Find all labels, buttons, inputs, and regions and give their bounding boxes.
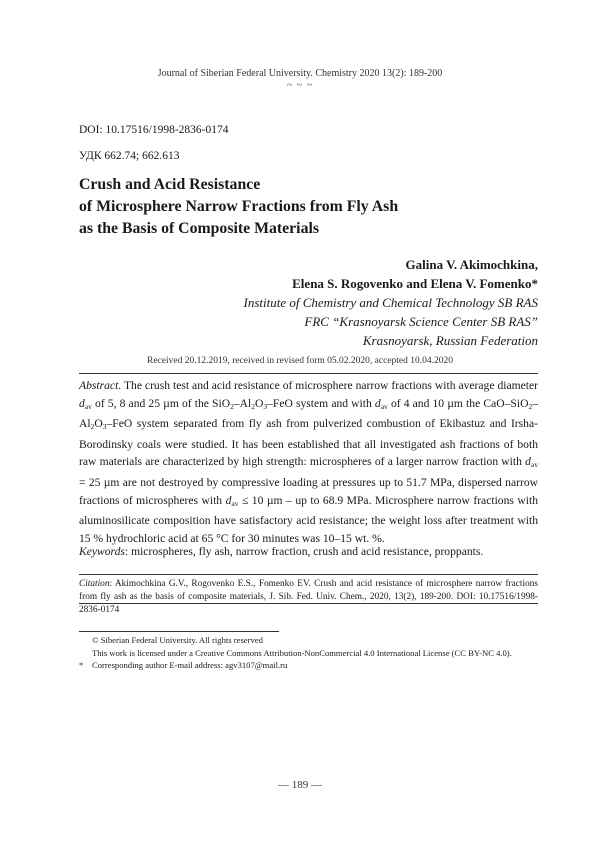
title-line: Crush and Acid Resistance — [79, 176, 261, 193]
citation-label: Citation — [79, 579, 110, 589]
paper-title — [79, 174, 519, 240]
received-dates: Received 20.12.2019, received in revised form 05.02.2020, accepted 10.04.2020 — [146, 356, 454, 366]
citation-top-rule — [79, 574, 538, 575]
citation: Citation: Akimochkina G.V., Rogovenko E.S., Fomenko EV. Crush and acid resistance of microsphere narrow fractions from fly ash as the basis of composite materials, J. Sib. Fed. Univ. Chem., 2020, 13(2), 189-200. DOI: 10.17516/1998-2836-0174 — [79, 579, 538, 615]
page-number: — 189 — — [278, 779, 322, 791]
doi-line: DOI: 10.17516/1998-2836-0174 — [79, 124, 229, 136]
affiliation: Institute of Chemistry and Chemical Technology SB RAS — [243, 295, 538, 310]
affiliation: FRC “Krasnoyarsk Science Center SB RAS” — [304, 314, 538, 329]
title-line: as the Basis of Composite Materials — [79, 220, 320, 237]
header-ornament: ~ ~ ~ — [286, 80, 314, 91]
abstract-top-rule — [79, 373, 538, 374]
title-line: of Microsphere Narrow Fractions from Fly Ash — [79, 198, 399, 215]
abstract: Abstract. The crush test and acid resistance of microsphere narrow fractions with average diameter $d_{av}$ of 5, 8 and 25 µm of the $SiO_2-Al_2O_3$–FeO system and with $d_{av}$ of 4 and 10 µm the CaO–$SiO_2-Al_2O_3$–FeO system separated from fly ash from pulverized combustion of Ekibastuz and Irsha-Borodinsky coals were studied. It has been established that all investigated ash fractions of both raw materials are characterized by high strength: microspheres of a larger narrow fraction with $d_{av} = 25$ µm are not destroyed by compressive loading at pressures up to 51.7 MPa, dispersed narrow fractions of microspheres with $d_{av} \le 10$ µm – up to 68.9 MPa. Microsphere narrow fractions with aluminosilicate composition have satisfactory acid resistance; the weight loss after treatment with 15 % hydrochloric acid at 65 °C for 30 minutes was 10–15 wt. %. — [79, 379, 538, 545]
footnotes — [79, 634, 549, 672]
author-names: Elena S. Rogovenko and Elena V. Fomenko* — [292, 276, 538, 291]
udk-line: УДК 662.74; 662.613 — [79, 150, 180, 162]
keywords: Keywords: microspheres, fly ash, narrow fraction, crush and acid resistance, proppants. — [79, 545, 484, 558]
citation-bottom-rule — [79, 603, 538, 604]
affiliation: Krasnoyarsk, Russian Federation — [362, 333, 538, 348]
author-names: Galina V. Akimochkina, — [405, 257, 538, 272]
copyright-note: © Siberian Federal University. All rights reserved — [92, 635, 263, 645]
abstract-label: Abstract — [79, 379, 119, 392]
license-note: This work is licensed under a Creative Commons Attribution-NonCommercial 4.0 International License (CC BY-NC 4.0). — [92, 647, 512, 658]
footnote-rule — [79, 631, 279, 632]
corresponding-author-note: Corresponding author E-mail address: agv3107@mail.ru — [92, 660, 288, 670]
author-block — [243, 255, 538, 350]
running-header: Journal of Siberian Federal University. Chemistry 2020 13(2): 189-200 — [157, 68, 443, 79]
keywords-label: Keywords — [79, 545, 125, 558]
footnote-marker: * — [79, 660, 84, 670]
